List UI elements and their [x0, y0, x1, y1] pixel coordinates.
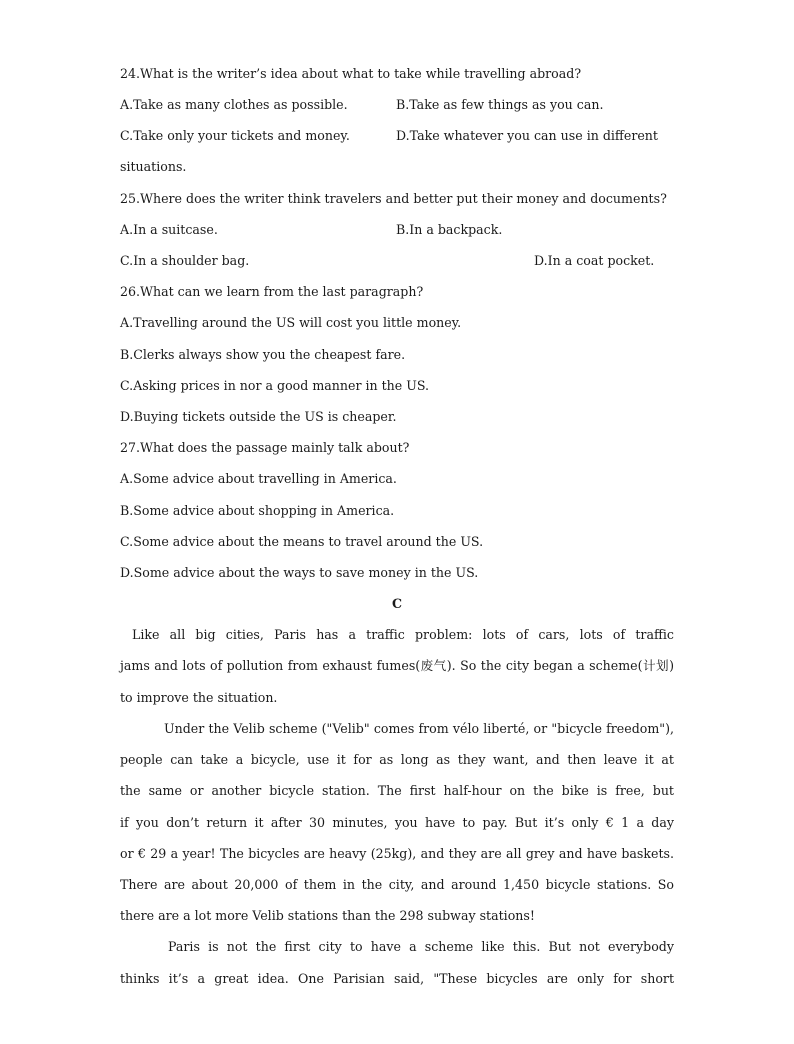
q25-question: 25.Where does the writer think travelers and better put their money and documents?	[120, 191, 667, 206]
passage-p3-line1: Paris is not the first city to have a scheme like this. But not everybody	[168, 939, 674, 954]
passage-p3-line2: thinks it’s a great idea. One Parisian said, "These bicycles are only for short	[120, 971, 674, 986]
passage-p2-line1: Under the Velib scheme ("Velib" comes from vélo liberté, or "bicycle freedom"),	[164, 721, 674, 736]
q27-option-a: A.Some advice about travelling in America.	[120, 471, 397, 486]
q24-option-a: A.Take as many clothes as possible.	[120, 97, 348, 112]
q24-option-d-continued: situations.	[120, 159, 187, 174]
passage-p2-line7: there are a lot more Velib stations than the 298 subway stations!	[120, 908, 535, 923]
passage-p2-line3: the same or another bicycle station. The first half-hour on the bike is free, but	[120, 783, 674, 798]
section-c-heading: C	[391, 596, 403, 611]
q24-options-row1	[120, 95, 674, 115]
q26-option-d: D.Buying tickets outside the US is cheaper.	[120, 409, 397, 424]
q26-question: 26.What can we learn from the last paragraph?	[120, 284, 424, 299]
q27-option-d: D.Some advice about the ways to save money in the US.	[120, 565, 479, 580]
q24-options-row2	[120, 126, 674, 146]
q24-option-b: B.Take as few things as you can.	[396, 97, 604, 112]
passage-p2-line2: people can take a bicycle, use it for as long as they want, and then leave it at	[120, 752, 674, 767]
passage-p1-line3: to improve the situation.	[120, 690, 278, 705]
q25-option-b: B.In a backpack.	[396, 222, 503, 237]
q24-question: 24.What is the writer’s idea about what to take while travelling abroad?	[120, 66, 582, 81]
q27-question: 27.What does the passage mainly talk about?	[120, 440, 410, 455]
passage-p2-line6: There are about 20,000 of them in the city, and around 1,450 bicycle stations. So	[120, 877, 674, 892]
q24-option-d: D.Take whatever you can use in different	[396, 128, 658, 143]
q25-option-d: D.In a coat pocket.	[534, 253, 655, 268]
q25-options-row1	[120, 220, 674, 240]
passage-p1-line1: Like all big cities, Paris has a traffic problem: lots of cars, lots of traffic	[132, 627, 674, 642]
q25-option-a: A.In a suitcase.	[120, 222, 218, 237]
passage-p1-line2: jams and lots of pollution from exhaust fumes(废气). So the city began a scheme(计划)	[120, 658, 674, 673]
q24-option-c: C.Take only your tickets and money.	[120, 128, 350, 143]
q25-option-c: C.In a shoulder bag.	[120, 253, 250, 268]
q25-options-row2	[120, 251, 674, 271]
q26-option-c: C.Asking prices in nor a good manner in the US.	[120, 378, 430, 393]
passage-p2-line5: or € 29 a year! The bicycles are heavy (25kg), and they are all grey and have baskets.	[120, 846, 674, 861]
q26-option-a: A.Travelling around the US will cost you little money.	[120, 315, 462, 330]
q26-option-b: B.Clerks always show you the cheapest fare.	[120, 347, 406, 362]
q27-option-b: B.Some advice about shopping in America.	[120, 503, 395, 518]
passage-p2-line4: if you don’t return it after 30 minutes, you have to pay. But it’s only € 1 a day	[120, 815, 674, 830]
q27-option-c: C.Some advice about the means to travel around the US.	[120, 534, 484, 549]
